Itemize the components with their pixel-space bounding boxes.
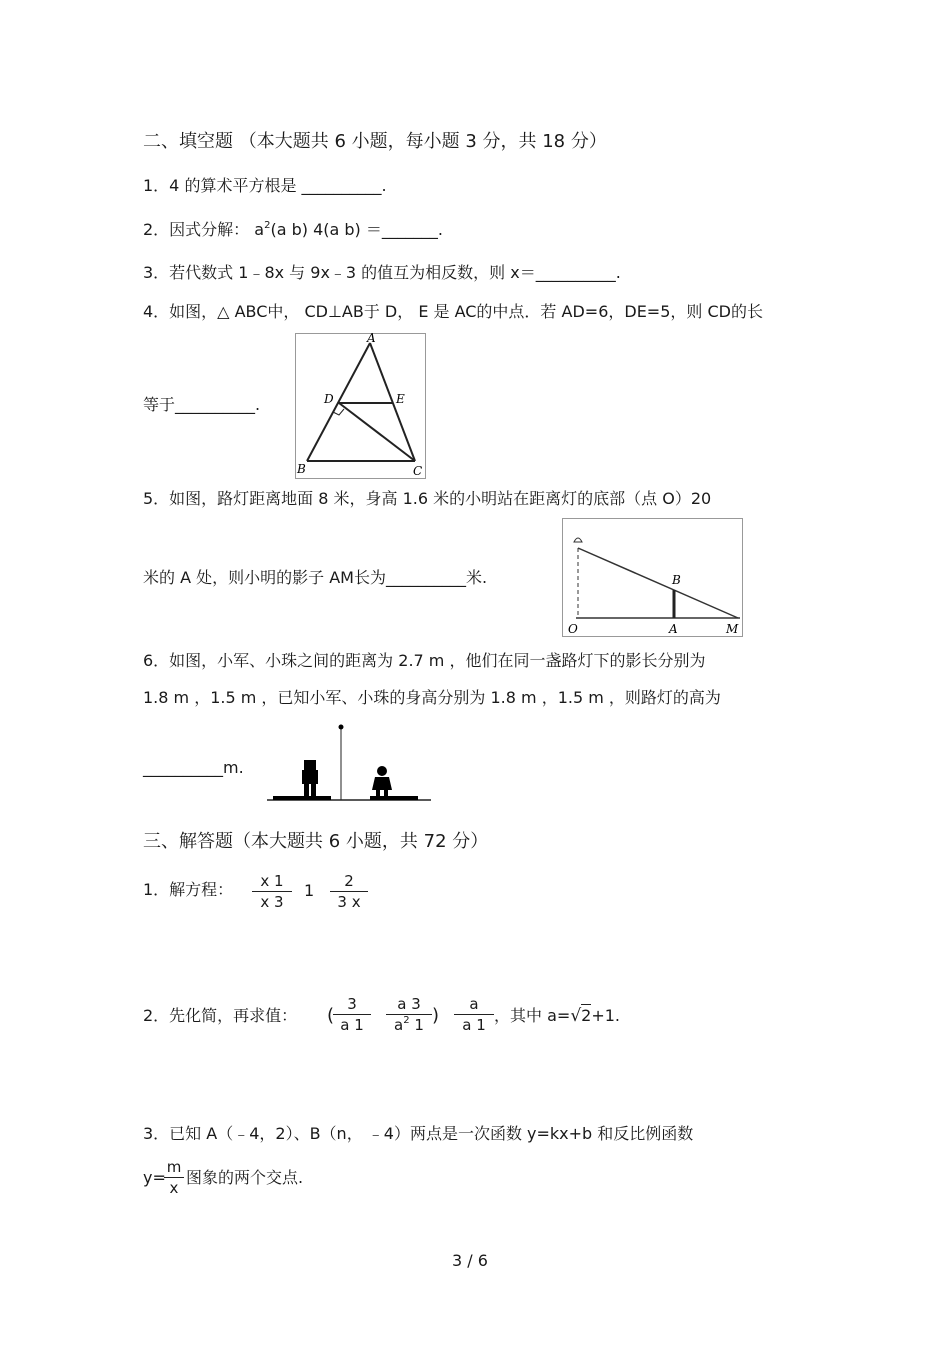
condition-text-a: ，其中 a= [494,1006,571,1025]
condition-text [494,1006,620,1026]
question-4-continued: 等于__________. [143,395,261,414]
question-1: 1．4 的算术平方根是 __________. [143,176,387,195]
label-e: E [396,392,405,406]
question-3: 3．若代数式 1﹣8x 与 9x﹣3 的值互为相反数，则 x＝__________. [143,263,621,282]
solve-question-3-prefix: y= [143,1168,166,1187]
figure-frame [296,334,426,479]
fraction-4-denominator-base: a [394,1016,404,1034]
question-6-line-2: 1.8 m ，1.5 m ，已知小军、小珠的身高分别为 1.8 m ，1.5 m ，则路灯的高为 [143,688,721,707]
label-m: M [726,622,739,636]
solve-question-3-suffix: 图象的两个交点. [186,1168,304,1187]
fraction-6-numerator: m [164,1157,184,1178]
light-ray [578,548,738,618]
fraction-4-denominator-exponent: 2 [403,1015,410,1026]
fraction-5-denominator: a 1 [462,1016,486,1034]
label-a: A [669,622,678,636]
fraction-3-numerator: 3 [333,994,371,1015]
right-paren: ) [432,1005,440,1026]
fraction-4-numerator: a 3 [386,994,432,1015]
question-4: 4．如图，△ ABC中， CD⊥AB于 D， E 是 AC的中点．若 AD=6，DE=5，则 CD的长 [143,302,763,321]
fraction-4-denominator-rest: 1 [409,1016,424,1034]
fraction-5 [454,994,494,1035]
question-5: 5．如图，路灯距离地面 8 米，身高 1.6 米的小明站在距离灯的底部（点 O）20 [143,489,712,508]
label-a: A [367,333,376,345]
sqrt-radicand: 2 [581,1006,592,1025]
label-b: B [672,573,681,587]
question-2-text-b: (a b) 4(a b) ＝_______. [270,220,443,239]
fraction-5-numerator: a [454,994,494,1015]
lamp-icon [339,725,344,730]
question-6-blank: __________m. [143,758,244,777]
question-2-exponent: 2 [264,220,271,231]
question-2 [143,220,443,240]
figure-frame [563,519,743,637]
equation-term-1: 1 [304,881,315,900]
fraction-2-numerator: 2 [330,871,368,892]
label-c: C [413,464,423,478]
fraction-6 [164,1157,184,1198]
two-people-lamp-figure [265,722,433,804]
fraction-6-denominator: x [169,1179,179,1197]
solve-question-2-label: 2．先化简，再求值： [143,1006,298,1025]
fraction-1-denominator: x 3 [260,893,284,911]
left-paren: ( [327,1005,335,1026]
section-3-title: 三、解答题（本大题共 6 小题，共 72 分） [143,831,489,852]
person-left-icon [302,760,318,798]
fraction-3 [333,994,371,1035]
solve-question-1-label: 1．解方程： [143,880,234,899]
fraction-1 [252,871,292,912]
page-number: 3 / 6 [452,1251,488,1270]
fraction-2 [330,871,368,912]
fraction-4 [386,994,432,1035]
fraction-3-denominator: a 1 [340,1016,364,1034]
label-b: B [297,462,306,476]
shadow-left [273,796,331,800]
condition-text-b: +1. [591,1006,621,1025]
question-6: 6．如图，小军、小珠之间的距离为 2.7 m ，他们在同一盏路灯下的影长分别为 [143,651,706,670]
solve-question-3: 3．已知 A（﹣4，2）、B（n， ﹣4）两点是一次函数 y=kx+b 和反比例函数 [143,1124,694,1143]
fraction-1-numerator: x 1 [252,871,292,892]
label-d: D [324,392,334,406]
fraction-4-denominator [386,1015,432,1035]
sqrt-sign: √ [570,1006,582,1026]
label-o: O [568,622,578,636]
section-2-title: 二、填空题 （本大题共 6 小题，每小题 3 分，共 18 分） [143,131,607,152]
question-5-continued: 米的 A 处，则小明的影子 AM长为__________米. [143,568,488,587]
triangle-figure [295,333,426,479]
lamp-icon [574,538,582,542]
streetlight-figure [562,518,743,637]
fraction-2-denominator: 3 x [337,893,361,911]
question-2-text-a: 2．因式分解： a [143,220,265,239]
person-right-icon [372,766,392,798]
